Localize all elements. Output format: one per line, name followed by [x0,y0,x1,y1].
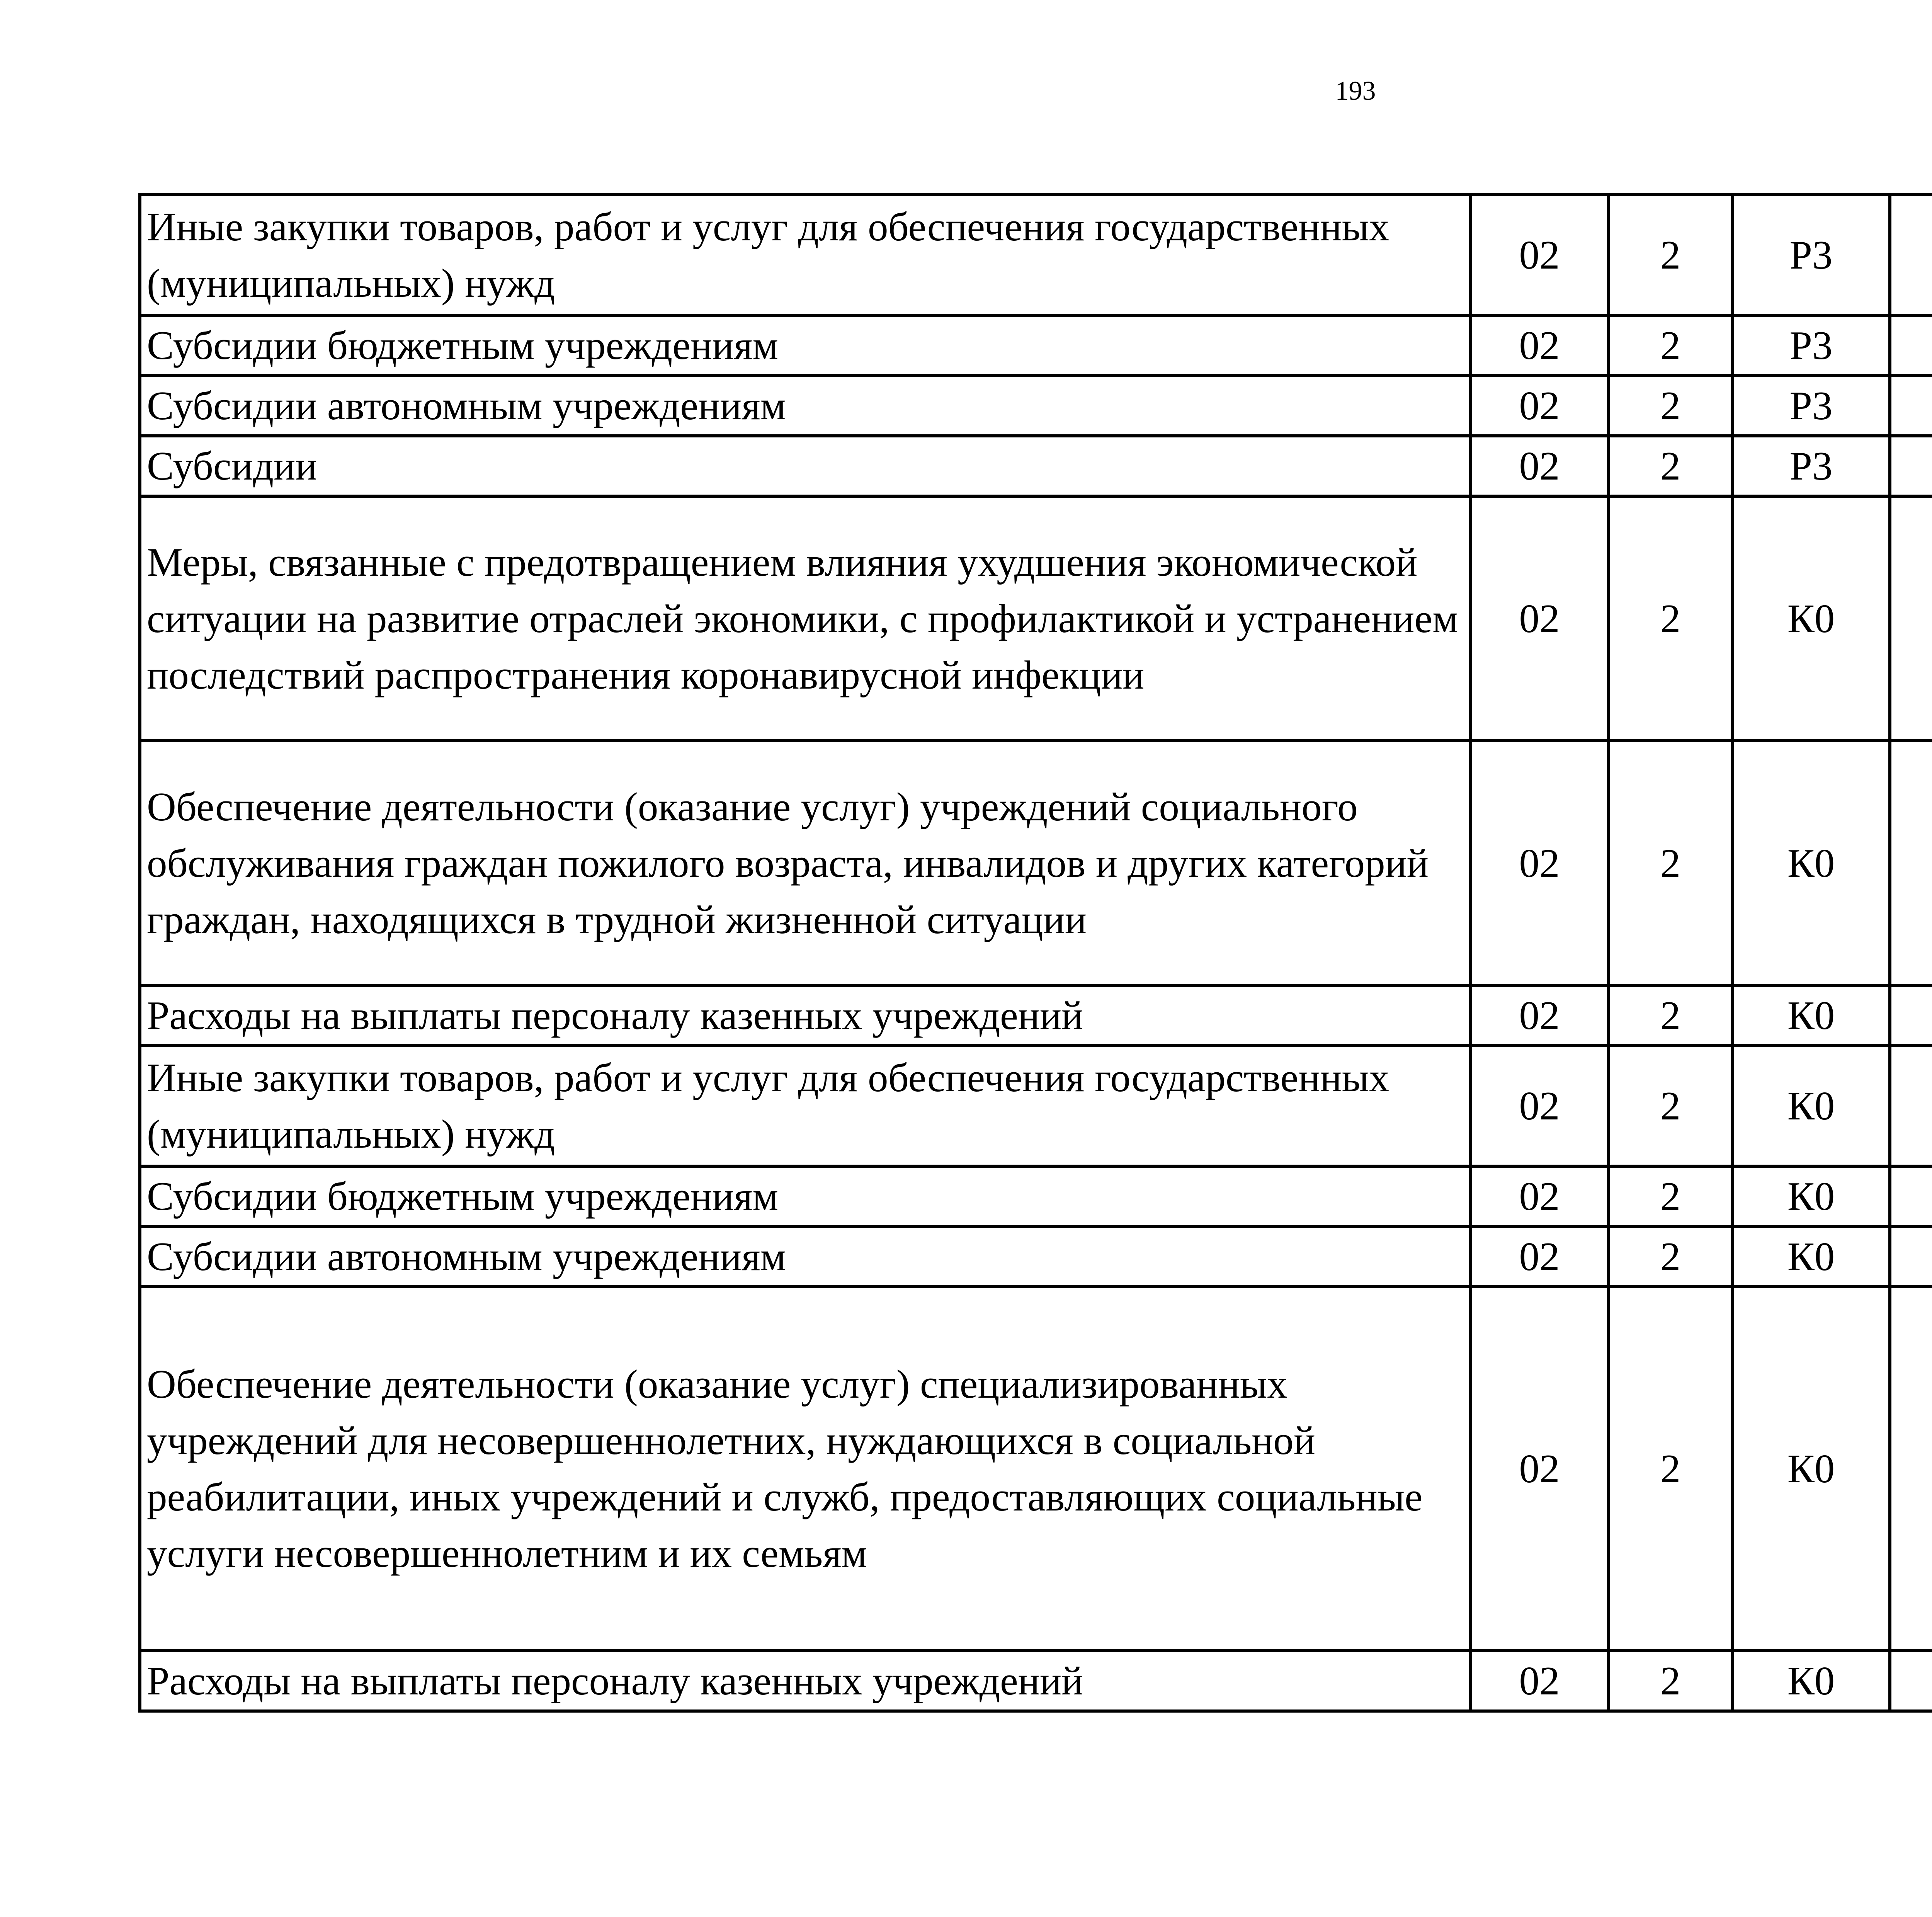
section-code: 02 [1470,741,1609,985]
row-name: Обеспечение деятельности (оказание услуг) специализированных учреждений для несовершеннолетних, нуждающихся в социальной реабилитации, иных учреждений и служб, предоставляющих социальные услуги несовершеннолетним и их семьям [140,1287,1470,1651]
section-code: 02 [1470,436,1609,496]
program-code: 2 [1609,1166,1732,1226]
row-name: Иные закупки товаров, работ и услуг для обеспечения государственных (муниципальных) нужд [140,195,1470,315]
section-code: 02 [1470,376,1609,436]
subprogram-code: К0 [1732,1166,1890,1226]
table-row [140,376,1932,436]
table-row [140,741,1932,985]
subprogram-code: Р3 [1732,195,1890,315]
row-name: Субсидии автономным учреждениям [140,1226,1470,1287]
direction-code [1890,1651,1932,1711]
program-code: 2 [1609,496,1732,741]
table-row [140,1651,1932,1711]
program-code: 2 [1609,741,1732,985]
direction-code [1890,436,1932,496]
subprogram-code: Р3 [1732,376,1890,436]
subprogram-code: К0 [1732,1046,1890,1166]
table-row [140,985,1932,1046]
subprogram-code: Р3 [1732,436,1890,496]
row-name: Субсидии [140,436,1470,496]
section-code: 02 [1470,1166,1609,1226]
direction-code [1890,985,1932,1046]
subprogram-code: К0 [1732,985,1890,1046]
table-row [140,195,1932,315]
row-name: Субсидии бюджетным учреждениям [140,1166,1470,1226]
row-name: Меры, связанные с предотвращением влияния ухудшения экономической ситуации на развитие отраслей экономики, с профилактикой и устранением последствий распространения коронавирусной инфекции [140,496,1470,741]
section-code: 02 [1470,1287,1609,1651]
section-code: 02 [1470,195,1609,315]
section-code: 02 [1470,1226,1609,1287]
section-code: 02 [1470,496,1609,741]
program-code: 2 [1609,1226,1732,1287]
table-row [140,1226,1932,1287]
subprogram-code: К0 [1732,496,1890,741]
direction-code [1890,1226,1932,1287]
subprogram-code: К0 [1732,1651,1890,1711]
program-code: 2 [1609,985,1732,1046]
direction-code [1890,496,1932,741]
direction-code [1890,1166,1932,1226]
budget-table [138,193,1932,1713]
program-code: 2 [1609,315,1732,376]
row-name: Обеспечение деятельности (оказание услуг) учреждений социального обслуживания граждан пожилого возраста, инвалидов и других категорий граждан, находящихся в трудной жизненной ситуации [140,741,1470,985]
row-name: Субсидии бюджетным учреждениям [140,315,1470,376]
direction-code [1890,741,1932,985]
program-code: 2 [1609,195,1732,315]
table-row [140,436,1932,496]
subprogram-code: К0 [1732,1226,1890,1287]
program-code: 2 [1609,1651,1732,1711]
program-code: 2 [1609,376,1732,436]
subprogram-code: К0 [1732,1287,1890,1651]
row-name: Иные закупки товаров, работ и услуг для обеспечения государственных (муниципальных) нужд [140,1046,1470,1166]
table-row [140,1046,1932,1166]
subprogram-code: Р3 [1732,315,1890,376]
page-number: 193 [1335,76,1376,106]
direction-code [1890,376,1932,436]
section-code: 02 [1470,1651,1609,1711]
section-code: 02 [1470,315,1609,376]
table-row [140,1287,1932,1651]
direction-code [1890,195,1932,315]
table-row [140,496,1932,741]
subprogram-code: К0 [1732,741,1890,985]
section-code: 02 [1470,985,1609,1046]
table-row [140,1166,1932,1226]
row-name: Расходы на выплаты персоналу казенных учреждений [140,1651,1470,1711]
direction-code [1890,1046,1932,1166]
row-name: Субсидии автономным учреждениям [140,376,1470,436]
direction-code [1890,1287,1932,1651]
section-code: 02 [1470,1046,1609,1166]
program-code: 2 [1609,1287,1732,1651]
table-row [140,315,1932,376]
program-code: 2 [1609,1046,1732,1166]
row-name: Расходы на выплаты персоналу казенных учреждений [140,985,1470,1046]
direction-code [1890,315,1932,376]
program-code: 2 [1609,436,1732,496]
